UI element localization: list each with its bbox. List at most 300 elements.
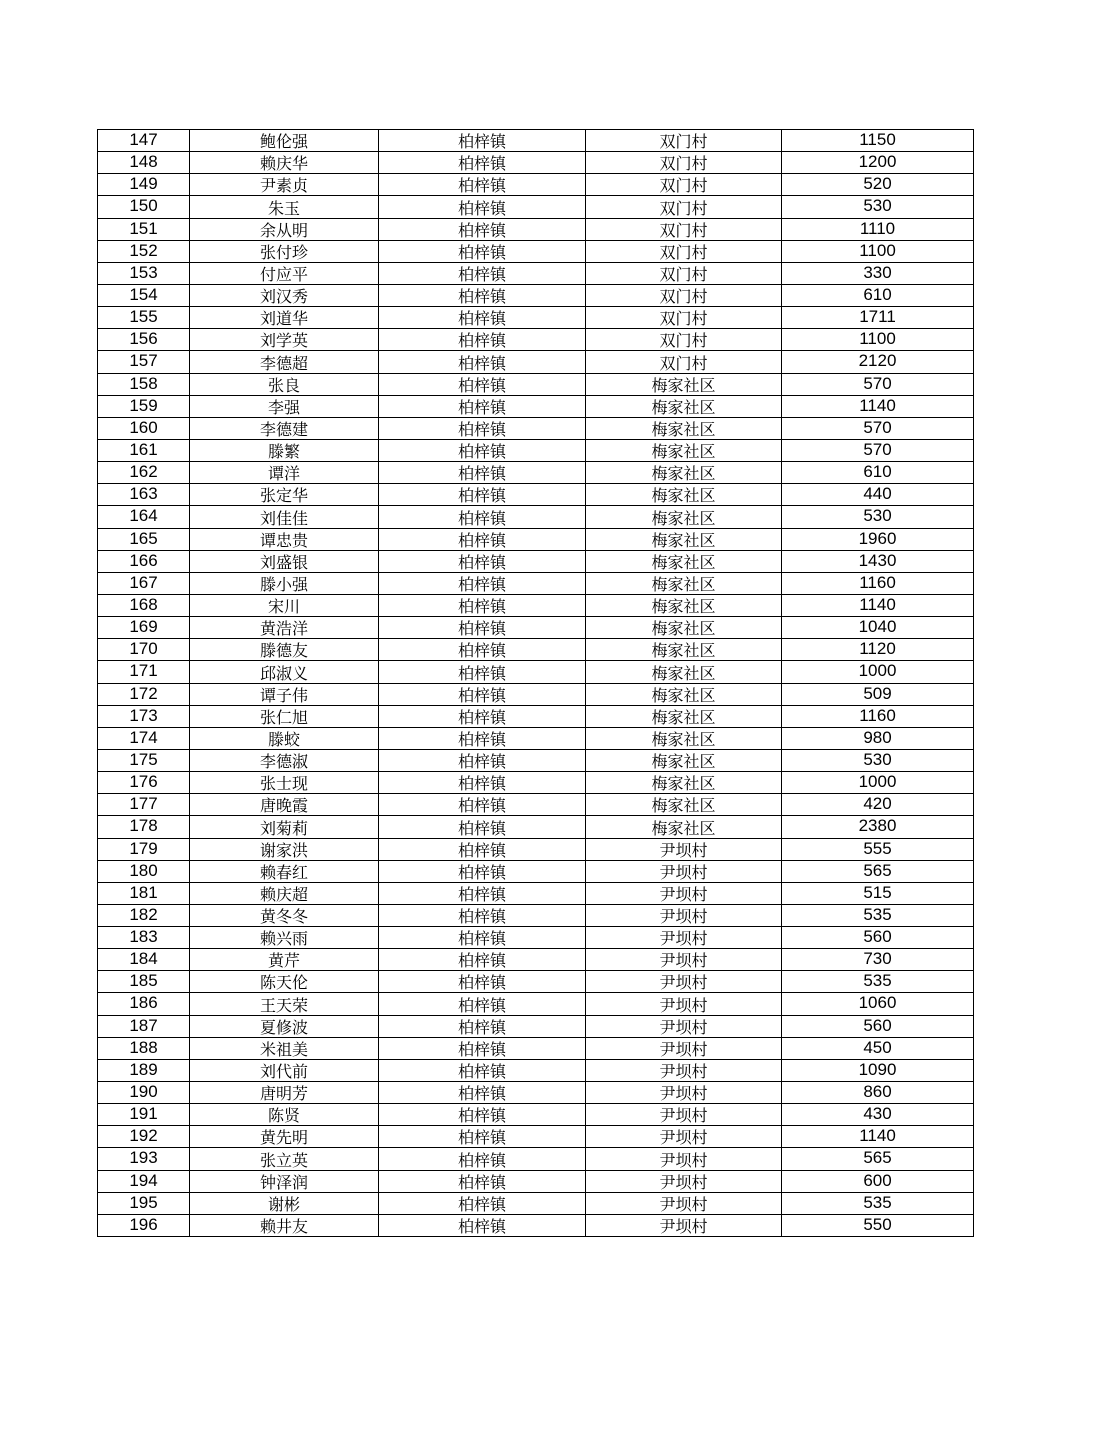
cell-town: 柏梓镇	[379, 1059, 586, 1081]
cell-number: 193	[98, 1148, 190, 1170]
cell-amount: 560	[782, 927, 974, 949]
cell-amount: 1200	[782, 152, 974, 174]
cell-village: 尹坝村	[586, 927, 782, 949]
cell-village: 梅家社区	[586, 639, 782, 661]
cell-amount: 1160	[782, 705, 974, 727]
cell-amount: 440	[782, 484, 974, 506]
cell-village: 双门村	[586, 351, 782, 373]
cell-town: 柏梓镇	[379, 904, 586, 926]
cell-village: 梅家社区	[586, 594, 782, 616]
cell-town: 柏梓镇	[379, 971, 586, 993]
cell-name: 唐晚霞	[190, 794, 379, 816]
cell-name: 李德建	[190, 417, 379, 439]
cell-town: 柏梓镇	[379, 727, 586, 749]
cell-name: 谭子伟	[190, 683, 379, 705]
cell-name: 谢彬	[190, 1192, 379, 1214]
cell-amount: 1140	[782, 395, 974, 417]
table-row	[98, 727, 974, 749]
table-row	[98, 1037, 974, 1059]
cell-number: 171	[98, 661, 190, 683]
table-row	[98, 794, 974, 816]
cell-village: 梅家社区	[586, 749, 782, 771]
cell-name: 张良	[190, 373, 379, 395]
cell-town: 柏梓镇	[379, 329, 586, 351]
cell-village: 梅家社区	[586, 439, 782, 461]
cell-name: 刘盛银	[190, 550, 379, 572]
table-row	[98, 1148, 974, 1170]
cell-town: 柏梓镇	[379, 462, 586, 484]
table-row	[98, 307, 974, 329]
cell-village: 尹坝村	[586, 1148, 782, 1170]
cell-amount: 1711	[782, 307, 974, 329]
cell-name: 唐明芳	[190, 1082, 379, 1104]
cell-number: 148	[98, 152, 190, 174]
cell-name: 刘代前	[190, 1059, 379, 1081]
cell-town: 柏梓镇	[379, 1170, 586, 1192]
cell-amount: 509	[782, 683, 974, 705]
cell-number: 195	[98, 1192, 190, 1214]
cell-number: 154	[98, 284, 190, 306]
cell-name: 滕小强	[190, 572, 379, 594]
cell-amount: 2380	[782, 816, 974, 838]
cell-number: 155	[98, 307, 190, 329]
cell-number: 187	[98, 1015, 190, 1037]
cell-town: 柏梓镇	[379, 1015, 586, 1037]
cell-town: 柏梓镇	[379, 262, 586, 284]
cell-number: 164	[98, 506, 190, 528]
cell-village: 尹坝村	[586, 1214, 782, 1236]
cell-town: 柏梓镇	[379, 417, 586, 439]
cell-name: 张定华	[190, 484, 379, 506]
cell-amount: 1100	[782, 329, 974, 351]
cell-amount: 535	[782, 904, 974, 926]
cell-village: 梅家社区	[586, 661, 782, 683]
cell-amount: 860	[782, 1082, 974, 1104]
table-row	[98, 661, 974, 683]
cell-town: 柏梓镇	[379, 1148, 586, 1170]
cell-number: 176	[98, 772, 190, 794]
cell-village: 双门村	[586, 262, 782, 284]
cell-village: 梅家社区	[586, 727, 782, 749]
cell-village: 尹坝村	[586, 1082, 782, 1104]
cell-number: 166	[98, 550, 190, 572]
cell-village: 双门村	[586, 174, 782, 196]
cell-town: 柏梓镇	[379, 949, 586, 971]
table-row	[98, 1170, 974, 1192]
cell-town: 柏梓镇	[379, 307, 586, 329]
table-row	[98, 218, 974, 240]
table-row	[98, 174, 974, 196]
cell-village: 梅家社区	[586, 484, 782, 506]
table-row	[98, 993, 974, 1015]
cell-name: 王天荣	[190, 993, 379, 1015]
table-row	[98, 572, 974, 594]
cell-name: 黄先明	[190, 1126, 379, 1148]
cell-amount: 565	[782, 1148, 974, 1170]
table-row	[98, 816, 974, 838]
cell-town: 柏梓镇	[379, 439, 586, 461]
cell-number: 188	[98, 1037, 190, 1059]
cell-amount: 1060	[782, 993, 974, 1015]
cell-village: 梅家社区	[586, 506, 782, 528]
cell-number: 183	[98, 927, 190, 949]
cell-village: 双门村	[586, 152, 782, 174]
cell-number: 196	[98, 1214, 190, 1236]
cell-amount: 530	[782, 506, 974, 528]
cell-name: 陈贤	[190, 1104, 379, 1126]
table-row	[98, 594, 974, 616]
cell-name: 邱淑义	[190, 661, 379, 683]
cell-town: 柏梓镇	[379, 661, 586, 683]
cell-village: 双门村	[586, 240, 782, 262]
cell-number: 163	[98, 484, 190, 506]
cell-town: 柏梓镇	[379, 572, 586, 594]
cell-amount: 330	[782, 262, 974, 284]
table-row	[98, 683, 974, 705]
cell-number: 182	[98, 904, 190, 926]
cell-village: 梅家社区	[586, 705, 782, 727]
table-row	[98, 439, 974, 461]
cell-village: 梅家社区	[586, 395, 782, 417]
table-row	[98, 971, 974, 993]
cell-town: 柏梓镇	[379, 1082, 586, 1104]
table-row	[98, 262, 974, 284]
cell-number: 165	[98, 528, 190, 550]
cell-town: 柏梓镇	[379, 130, 586, 152]
cell-name: 李德超	[190, 351, 379, 373]
cell-amount: 1090	[782, 1059, 974, 1081]
cell-town: 柏梓镇	[379, 506, 586, 528]
cell-amount: 565	[782, 860, 974, 882]
cell-number: 167	[98, 572, 190, 594]
cell-village: 尹坝村	[586, 1126, 782, 1148]
cell-amount: 570	[782, 373, 974, 395]
cell-village: 尹坝村	[586, 1059, 782, 1081]
cell-name: 赖春红	[190, 860, 379, 882]
cell-village: 尹坝村	[586, 1170, 782, 1192]
cell-town: 柏梓镇	[379, 927, 586, 949]
cell-amount: 1000	[782, 772, 974, 794]
cell-amount: 535	[782, 971, 974, 993]
cell-number: 158	[98, 373, 190, 395]
cell-number: 180	[98, 860, 190, 882]
cell-amount: 515	[782, 882, 974, 904]
cell-town: 柏梓镇	[379, 1104, 586, 1126]
table-row	[98, 1214, 974, 1236]
cell-name: 尹素贞	[190, 174, 379, 196]
cell-name: 谢家洪	[190, 838, 379, 860]
cell-town: 柏梓镇	[379, 1126, 586, 1148]
cell-number: 161	[98, 439, 190, 461]
cell-village: 尹坝村	[586, 838, 782, 860]
cell-name: 张士现	[190, 772, 379, 794]
table-row	[98, 1104, 974, 1126]
cell-town: 柏梓镇	[379, 528, 586, 550]
cell-town: 柏梓镇	[379, 550, 586, 572]
cell-town: 柏梓镇	[379, 152, 586, 174]
cell-number: 190	[98, 1082, 190, 1104]
cell-number: 186	[98, 993, 190, 1015]
table-row	[98, 373, 974, 395]
cell-name: 黄芹	[190, 949, 379, 971]
cell-number: 162	[98, 462, 190, 484]
cell-name: 滕繁	[190, 439, 379, 461]
cell-name: 宋川	[190, 594, 379, 616]
table-row	[98, 904, 974, 926]
cell-name: 赖兴雨	[190, 927, 379, 949]
table-row	[98, 1015, 974, 1037]
cell-town: 柏梓镇	[379, 639, 586, 661]
cell-village: 梅家社区	[586, 462, 782, 484]
cell-amount: 1140	[782, 1126, 974, 1148]
cell-town: 柏梓镇	[379, 594, 586, 616]
cell-village: 尹坝村	[586, 882, 782, 904]
table-row	[98, 550, 974, 572]
cell-amount: 420	[782, 794, 974, 816]
table-row	[98, 749, 974, 771]
cell-amount: 1120	[782, 639, 974, 661]
cell-amount: 1160	[782, 572, 974, 594]
table-row	[98, 417, 974, 439]
cell-amount: 600	[782, 1170, 974, 1192]
cell-number: 175	[98, 749, 190, 771]
cell-name: 刘菊莉	[190, 816, 379, 838]
cell-amount: 980	[782, 727, 974, 749]
cell-amount: 1150	[782, 130, 974, 152]
cell-village: 尹坝村	[586, 1192, 782, 1214]
cell-town: 柏梓镇	[379, 838, 586, 860]
cell-amount: 570	[782, 417, 974, 439]
cell-name: 谭忠贵	[190, 528, 379, 550]
cell-number: 179	[98, 838, 190, 860]
cell-name: 李德淑	[190, 749, 379, 771]
data-table	[97, 129, 974, 1237]
cell-number: 150	[98, 196, 190, 218]
cell-name: 赖庆超	[190, 882, 379, 904]
cell-town: 柏梓镇	[379, 617, 586, 639]
cell-village: 双门村	[586, 329, 782, 351]
cell-town: 柏梓镇	[379, 174, 586, 196]
cell-name: 李强	[190, 395, 379, 417]
table-row	[98, 130, 974, 152]
cell-village: 尹坝村	[586, 1104, 782, 1126]
cell-village: 梅家社区	[586, 772, 782, 794]
cell-amount: 1040	[782, 617, 974, 639]
cell-amount: 560	[782, 1015, 974, 1037]
table-row	[98, 639, 974, 661]
table-row	[98, 462, 974, 484]
table-row	[98, 1126, 974, 1148]
cell-amount: 530	[782, 749, 974, 771]
cell-amount: 520	[782, 174, 974, 196]
cell-number: 189	[98, 1059, 190, 1081]
cell-number: 153	[98, 262, 190, 284]
table-row	[98, 1059, 974, 1081]
cell-number: 185	[98, 971, 190, 993]
cell-village: 尹坝村	[586, 904, 782, 926]
cell-number: 168	[98, 594, 190, 616]
cell-town: 柏梓镇	[379, 1214, 586, 1236]
cell-village: 尹坝村	[586, 949, 782, 971]
cell-town: 柏梓镇	[379, 284, 586, 306]
table-row	[98, 196, 974, 218]
cell-village: 梅家社区	[586, 617, 782, 639]
cell-name: 张立英	[190, 1148, 379, 1170]
table-row	[98, 395, 974, 417]
cell-village: 梅家社区	[586, 528, 782, 550]
cell-town: 柏梓镇	[379, 373, 586, 395]
cell-village: 梅家社区	[586, 816, 782, 838]
cell-name: 刘佳佳	[190, 506, 379, 528]
cell-town: 柏梓镇	[379, 749, 586, 771]
cell-village: 梅家社区	[586, 572, 782, 594]
table-row	[98, 705, 974, 727]
cell-number: 174	[98, 727, 190, 749]
cell-town: 柏梓镇	[379, 794, 586, 816]
cell-village: 梅家社区	[586, 550, 782, 572]
cell-number: 152	[98, 240, 190, 262]
cell-number: 194	[98, 1170, 190, 1192]
cell-village: 双门村	[586, 130, 782, 152]
cell-amount: 610	[782, 462, 974, 484]
cell-number: 191	[98, 1104, 190, 1126]
cell-amount: 1110	[782, 218, 974, 240]
cell-amount: 2120	[782, 351, 974, 373]
table-row	[98, 949, 974, 971]
cell-name: 夏修波	[190, 1015, 379, 1037]
cell-number: 160	[98, 417, 190, 439]
cell-number: 169	[98, 617, 190, 639]
cell-village: 梅家社区	[586, 683, 782, 705]
cell-amount: 450	[782, 1037, 974, 1059]
cell-number: 157	[98, 351, 190, 373]
cell-name: 滕德友	[190, 639, 379, 661]
cell-name: 钟泽润	[190, 1170, 379, 1192]
cell-town: 柏梓镇	[379, 351, 586, 373]
table-row	[98, 284, 974, 306]
cell-amount: 730	[782, 949, 974, 971]
cell-amount: 530	[782, 196, 974, 218]
cell-town: 柏梓镇	[379, 240, 586, 262]
cell-amount: 1430	[782, 550, 974, 572]
cell-name: 余从明	[190, 218, 379, 240]
cell-amount: 550	[782, 1214, 974, 1236]
cell-village: 双门村	[586, 218, 782, 240]
table-row	[98, 152, 974, 174]
table-row	[98, 506, 974, 528]
table-row	[98, 772, 974, 794]
cell-village: 尹坝村	[586, 1015, 782, 1037]
cell-town: 柏梓镇	[379, 816, 586, 838]
cell-number: 147	[98, 130, 190, 152]
table-body	[98, 130, 974, 1237]
cell-village: 双门村	[586, 307, 782, 329]
table-row	[98, 528, 974, 550]
cell-town: 柏梓镇	[379, 1037, 586, 1059]
table-row	[98, 351, 974, 373]
cell-name: 张付珍	[190, 240, 379, 262]
cell-number: 159	[98, 395, 190, 417]
cell-town: 柏梓镇	[379, 218, 586, 240]
cell-town: 柏梓镇	[379, 395, 586, 417]
cell-village: 尹坝村	[586, 860, 782, 882]
cell-name: 付应平	[190, 262, 379, 284]
cell-number: 192	[98, 1126, 190, 1148]
cell-amount: 1000	[782, 661, 974, 683]
cell-village: 双门村	[586, 196, 782, 218]
cell-name: 陈天伦	[190, 971, 379, 993]
cell-amount: 1140	[782, 594, 974, 616]
table-row	[98, 1192, 974, 1214]
cell-town: 柏梓镇	[379, 993, 586, 1015]
table-row	[98, 484, 974, 506]
table-row	[98, 927, 974, 949]
cell-number: 184	[98, 949, 190, 971]
cell-town: 柏梓镇	[379, 1192, 586, 1214]
table-row	[98, 838, 974, 860]
cell-name: 米祖美	[190, 1037, 379, 1059]
cell-town: 柏梓镇	[379, 860, 586, 882]
cell-town: 柏梓镇	[379, 683, 586, 705]
cell-number: 156	[98, 329, 190, 351]
cell-name: 刘学英	[190, 329, 379, 351]
cell-town: 柏梓镇	[379, 484, 586, 506]
cell-name: 赖井友	[190, 1214, 379, 1236]
cell-number: 151	[98, 218, 190, 240]
cell-number: 172	[98, 683, 190, 705]
cell-name: 黄浩洋	[190, 617, 379, 639]
cell-name: 黄冬冬	[190, 904, 379, 926]
cell-name: 朱玉	[190, 196, 379, 218]
table-row	[98, 882, 974, 904]
cell-amount: 1100	[782, 240, 974, 262]
cell-number: 177	[98, 794, 190, 816]
cell-village: 梅家社区	[586, 373, 782, 395]
cell-name: 鲍伦强	[190, 130, 379, 152]
cell-name: 谭洋	[190, 462, 379, 484]
cell-amount: 535	[782, 1192, 974, 1214]
cell-number: 181	[98, 882, 190, 904]
cell-name: 滕蛟	[190, 727, 379, 749]
table-row	[98, 240, 974, 262]
cell-amount: 430	[782, 1104, 974, 1126]
cell-number: 178	[98, 816, 190, 838]
cell-village: 梅家社区	[586, 417, 782, 439]
cell-amount: 610	[782, 284, 974, 306]
cell-village: 尹坝村	[586, 1037, 782, 1059]
cell-name: 刘道华	[190, 307, 379, 329]
cell-town: 柏梓镇	[379, 772, 586, 794]
cell-amount: 570	[782, 439, 974, 461]
cell-number: 149	[98, 174, 190, 196]
table-row	[98, 617, 974, 639]
cell-number: 173	[98, 705, 190, 727]
cell-town: 柏梓镇	[379, 705, 586, 727]
cell-name: 刘汉秀	[190, 284, 379, 306]
cell-village: 梅家社区	[586, 794, 782, 816]
cell-town: 柏梓镇	[379, 196, 586, 218]
cell-village: 尹坝村	[586, 971, 782, 993]
cell-name: 张仁旭	[190, 705, 379, 727]
cell-village: 尹坝村	[586, 993, 782, 1015]
table-row	[98, 1082, 974, 1104]
cell-name: 赖庆华	[190, 152, 379, 174]
table-row	[98, 329, 974, 351]
cell-village: 双门村	[586, 284, 782, 306]
cell-number: 170	[98, 639, 190, 661]
table-row	[98, 860, 974, 882]
cell-town: 柏梓镇	[379, 882, 586, 904]
